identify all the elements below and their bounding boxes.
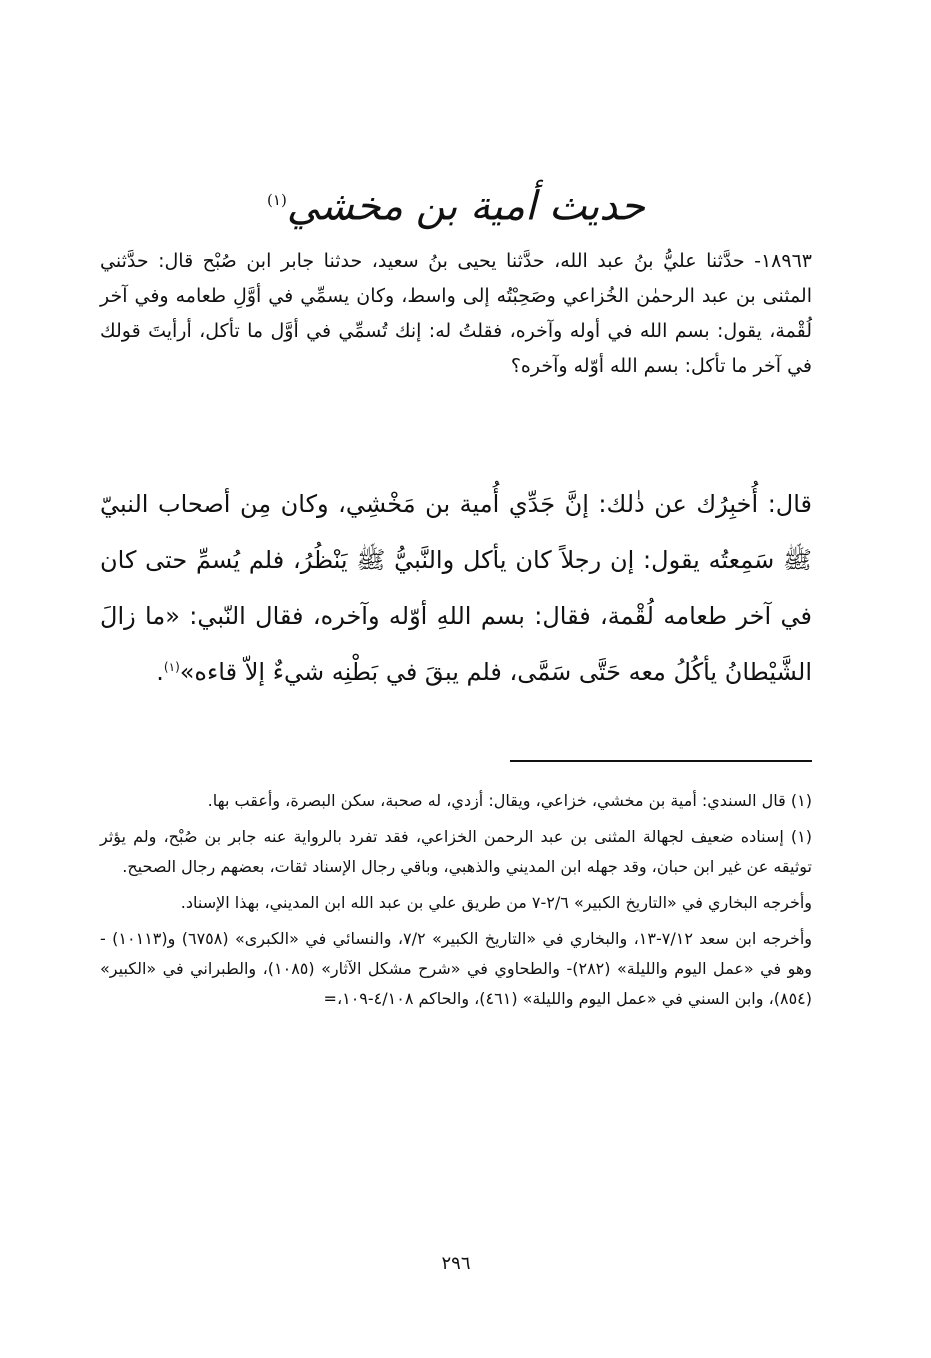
footnotes-block: [100, 786, 812, 1020]
footnote-item: وأخرجه ابن سعد ٧/١٢-١٣، والبخاري في «التاريخ الكبير» ٧/٢، والنسائي في «الكبرى» (٦٧٥٨) و(١٠١١٣) - وهو في «عمل اليوم والليلة» (٢٨٢)- والطحاوي في «شرح مشكل الآثار» (١٠٨٥)، والطبراني في «الكبير» (٨٥٤)، وابن السني في «عمل اليوم والليلة» (٤٦١)، والحاكم ٤/١٠٨-١٠٩،=: [100, 929, 813, 1008]
footnote-divider: [510, 760, 812, 762]
footnote-item: وأخرجه البخاري في «التاريخ الكبير» ٢/٦-٧ من طريق علي بن عبد الله ابن المديني، بهذا الإسناد.: [180, 893, 812, 912]
matn-end-mark: .: [156, 658, 164, 686]
footnote-item: (١) إسناده ضعيف لجهالة المثنى بن عبد الرحمن الخزاعي، فقد تفرد بالرواية عنه جابر بن صُبْح، ولم يؤثر توثيقه عن غير ابن حبان، وقد جهله ابن المديني والذهبي، وباقي رجال الإسناد ثقات، بعضهم رجال الصحيح.: [100, 827, 812, 876]
hadith-matn-text: قال: أُخبِرُك عن ذٰلك: إنَّ جَدِّي أُمية بن مَخْشِي، وكان مِن أصحاب النبيّ ﷺ سَمِعتُه يقول: إن رجلاً كان يأكل والنَّبيُّ ﷺ يَنْظُرُ، فلم يُسمِّ حتى كان في آخر طعامه لُقْمة، فقال: بسم اللهِ أوّله وآخره، فقال النّبي: «ما زالَ الشَّيْطانُ يأكُلُ معه حَتَّى سَمَّى، فلم يبقَ في بَطْنِه شيءٌ إلاّ قاءه»: [100, 490, 812, 686]
hadith-section-title: [100, 150, 812, 256]
hadith-matn-paragraph: [100, 476, 812, 700]
page-number: ٢٩٦: [441, 1253, 471, 1274]
book-page: [100, 0, 812, 1358]
title-footnote-marker: (١): [267, 191, 287, 209]
section-title-text: حديث أمية بن مخشي: [286, 183, 645, 230]
hadith-isnad-paragraph: ١٨٩٦٣- حدَّثنا عليُّ بنُ عبد الله، حدَّثنا يحيى بنُ سعيد، حدثنا جابر ابن صُبْح قال: حدَّثني المثنى بن عبد الرحمٰن الخُزاعي وصَحِبْتُه إلى واسط، وكان يسمِّي في أوَّلِ طعامه وفي آخر لُقْمة، يقول: بسم الله في أوله وآخره، فقلتُ له: إنك تُسمِّي في أوَّل ما تأكل، أرأيتَ قولك في آخر ما تأكل: بسم الله أوّله وآخره؟: [100, 250, 812, 377]
matn-footnote-marker: (١): [163, 660, 180, 674]
footnote-item: (١) قال السندي: أمية بن مخشي، خزاعي، ويقال: أزدي، له صحبة، سكن البصرة، وأعقب بها.: [207, 791, 812, 810]
